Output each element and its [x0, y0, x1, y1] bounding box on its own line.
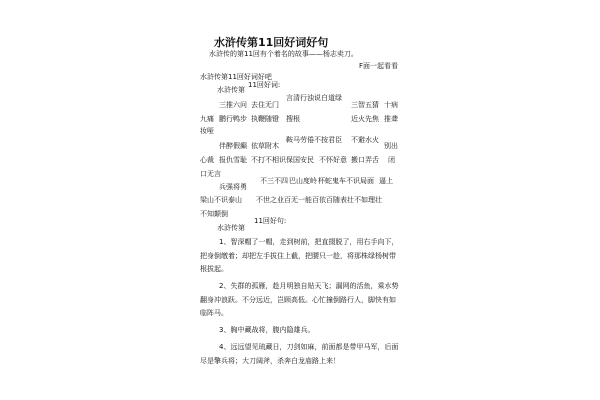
- word-item: 三智五猜: [351, 101, 379, 109]
- subtitle: 水浒传的第11回有个着名的故事——杨志卖刀。: [209, 50, 358, 58]
- sentence-1-line-3: 根拔起。: [200, 265, 228, 273]
- word-item: 鞍马劳倦不按君臣: [286, 136, 342, 144]
- word-item: 不避水火: [351, 136, 379, 144]
- word-item: 口无言: [200, 170, 221, 178]
- word-item: 伴醉假癫: [219, 142, 247, 150]
- word-item: 推聋: [384, 115, 398, 123]
- word-item: 杯蛇鬼车: [318, 177, 346, 185]
- word-item: 不怀好意: [319, 156, 347, 164]
- sentence-3-line-1: 3、胸中藏战将，腹内隐雄兵。: [219, 326, 315, 334]
- sentence-2-line-1: 2、失群的孤雁，趁月明独自贴天飞；漏网的活鱼，乘水势: [219, 282, 399, 290]
- word-item: 兵强将勇: [219, 183, 247, 191]
- sentence-4-line-2: 尽是擎兵将；大刀阔斧，杀奔白龙庙路上来！: [200, 357, 340, 365]
- page-title: 水浒传第11回好词好句: [214, 36, 329, 49]
- word-item: 逼上: [379, 177, 393, 185]
- words-label-b: 11回好词:: [248, 81, 281, 89]
- word-item: 闭: [388, 156, 395, 164]
- word-item: 三推六问: [219, 101, 247, 109]
- word-item: 不知颠倒: [200, 210, 228, 218]
- word-item: 巴山度岭: [289, 177, 317, 185]
- word-item: 保国安民: [286, 156, 314, 164]
- word-item: 不世之业百无一能百依百随表壮不如理壮: [256, 196, 382, 204]
- sentence-1-line-2: 把身倒缴着；却把左手拔住上截，把腰只一趁，将那株绿杨树带: [200, 252, 396, 260]
- word-item: 九痛: [200, 115, 214, 123]
- sentence-2-line-2: 翻身冲浪跃。不分远近，岂顾高低。心忙撞倒路行人，脚快有如: [200, 296, 396, 304]
- word-item: 去住无门: [251, 101, 279, 109]
- word-item: 搬口弄舌: [351, 156, 379, 164]
- word-item: 不识局面: [346, 177, 374, 185]
- word-item: 言清行浊说白道绿: [286, 94, 342, 102]
- sentence-2-line-3: 临阵马。: [200, 309, 228, 317]
- word-item: 不打不相识: [251, 156, 286, 164]
- word-item: 梁山不识泰山: [200, 196, 242, 204]
- word-item: 不三不四: [260, 177, 288, 185]
- word-item: 别出: [384, 142, 398, 150]
- intro-right: F面一起看看: [359, 62, 399, 70]
- word-item: 执鞭随镫: [251, 115, 279, 123]
- word-item: 心裁: [200, 156, 214, 164]
- word-item: 妆哑: [200, 127, 214, 135]
- section-header: 水浒传第11回好词好吧: [200, 73, 272, 81]
- word-item: 搜根: [286, 115, 300, 123]
- words-label-a: 水浒传第: [217, 86, 245, 94]
- word-item: 鹏行鸭步: [219, 115, 247, 123]
- word-item: 十病: [384, 101, 398, 109]
- word-item: 近火先焦: [351, 115, 379, 123]
- sentence-1-line-1: 1、智深帽了一帽，走到树前，把直掇脱了，用右手向下，: [219, 238, 399, 246]
- word-item: 依草附木: [251, 142, 279, 150]
- sentences-label-a: 水浒传第: [217, 224, 245, 232]
- sentences-label-b: 11回好句:: [254, 217, 287, 225]
- sentence-4-line-1: 4、远远望见琉藏日，刀剑如麻，前面都是带甲马军，后面: [219, 343, 399, 351]
- word-item: 报仇雪耻: [219, 156, 247, 164]
